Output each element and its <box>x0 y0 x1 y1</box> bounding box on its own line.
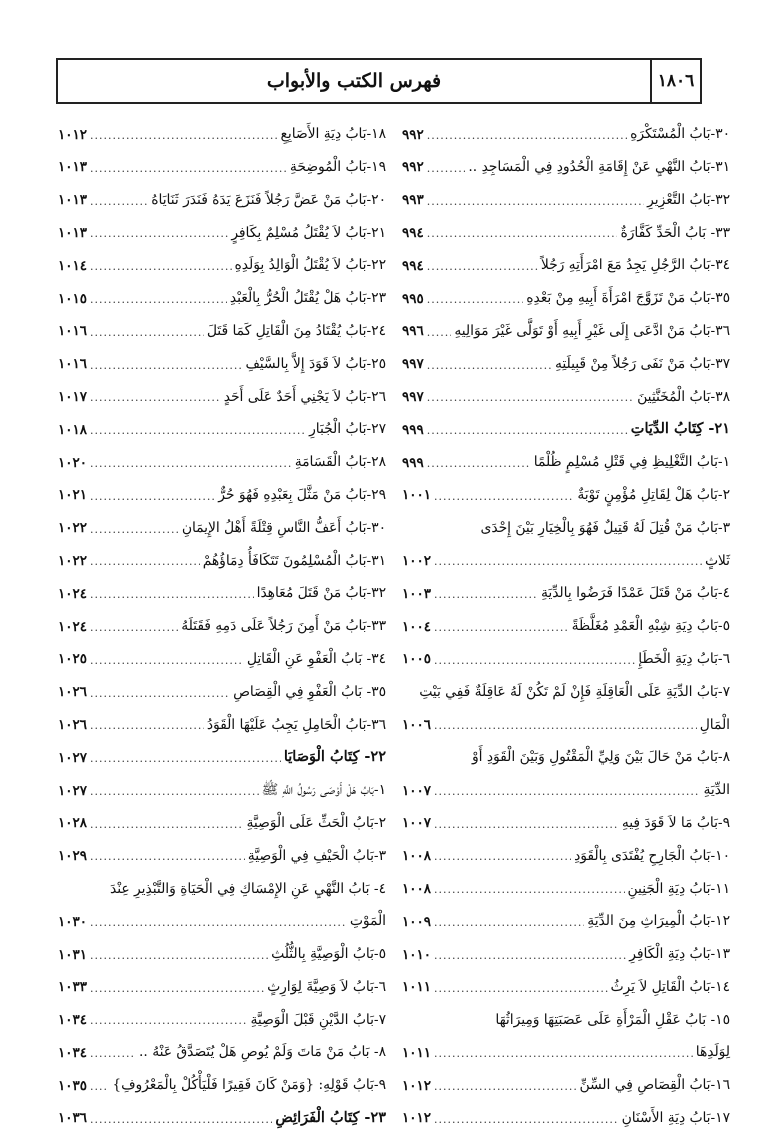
dot-leader <box>434 1113 619 1128</box>
dot-leader <box>90 982 264 997</box>
entry-page-number: ١٠١١ <box>402 979 432 996</box>
entry-page-number: ٩٩٧ <box>402 356 424 373</box>
index-entry <box>402 212 730 245</box>
index-entry <box>58 770 386 803</box>
entry-title: ٢٧-بَابُ الْجُبَارِ <box>309 421 386 438</box>
dot-leader <box>90 359 242 374</box>
dot-leader <box>90 424 306 439</box>
index-entry <box>58 737 386 770</box>
index-entry <box>58 278 386 311</box>
entry-title: ٩-بَابُ مَا لاَ قَوَدَ فِيهِ <box>621 814 730 831</box>
dot-leader <box>90 818 243 833</box>
dot-leader <box>90 162 287 177</box>
entry-title: ٣٥-بَابُ مَنْ تَزَوَّجَ امْرَأَةَ أَبِيهِ مِنْ بَعْدِهِ <box>526 290 730 307</box>
dot-leader <box>90 785 259 800</box>
index-entry <box>58 672 386 705</box>
index-entry <box>58 868 386 901</box>
entry-page-number: ١٠١٠ <box>402 946 432 963</box>
entry-title: ٣١-بَابُ النَّهْيِ عَنْ إِقَامَةِ الْحُدُودِ فِي الْمَسَاجِدِ .. <box>468 158 730 175</box>
entry-title: ١٦-بَابُ الْقِصَاصِ فِي السِّنِّ <box>579 1077 730 1094</box>
dot-leader <box>90 1047 136 1062</box>
entry-title: ١-بَابُ هَلْ أَوْصَى رَسُولُ اللَّهِ ﷺ <box>261 782 386 799</box>
dot-leader <box>90 260 232 275</box>
entry-title: ٧-بَابُ الدِّيَةِ عَلَى الْعَاقِلَةِ فَإِنْ لَمْ تَكُنْ لَهُ عَاقِلَةٌ فَفِي بَيْتِ <box>419 683 730 700</box>
entry-page-number: ١٠٠٩ <box>402 913 432 930</box>
dot-leader <box>90 227 228 242</box>
dot-leader <box>427 326 452 341</box>
entry-title: ٧-بَابُ الدَّيْنِ قَبْلَ الْوَصِيَّةِ <box>250 1011 386 1028</box>
entry-page-number: ١٠١٦ <box>58 356 88 373</box>
index-entry <box>402 180 730 213</box>
entry-title: ٢٣- كِتَابُ الْفَرَائِضِ <box>275 1109 386 1127</box>
entry-title: ٣-بَابُ الْحَيْفِ فِي الْوَصِيَّةِ <box>247 847 386 864</box>
index-entry <box>402 1065 730 1098</box>
entry-page-number: ١٠٢٢ <box>58 520 88 537</box>
index-entry <box>402 1098 730 1131</box>
entry-page-number: ١٠٢٧ <box>58 782 88 799</box>
entry-page-number: ٩٩٦ <box>402 323 424 340</box>
entry-title: ٢٤-بَابُ يُقْتَادُ مِنَ الْقَاتِلِ كَمَا قَتَلَ <box>206 322 386 339</box>
index-entry <box>58 376 386 409</box>
index-entry <box>58 180 386 213</box>
entry-title: ٣٨-بَابُ الْمُخَنَّثِينَ <box>637 388 730 405</box>
entry-title: ٦-بَابُ دِيَةِ الْخَطَإِ <box>638 650 730 667</box>
entry-page-number: ١٠٣٣ <box>58 979 88 996</box>
index-entry <box>402 573 730 606</box>
dot-leader <box>434 949 626 964</box>
entry-page-number: ١٠٣٦ <box>58 1110 88 1127</box>
entry-page-number: ٩٩٢ <box>402 126 424 143</box>
entry-title: ٣٧-بَابُ مَنْ نَفَى رَجُلاً مِنْ قَبِيلَتِهِ <box>554 355 730 372</box>
index-entry <box>58 967 386 1000</box>
index-entry <box>402 409 730 442</box>
entry-page-number: ١٠٢٧ <box>58 749 88 766</box>
index-entry <box>402 1000 730 1033</box>
index-entry <box>402 147 730 180</box>
entry-title: ٩-بَابُ قَوْلِهِ: {وَمَنْ كَانَ فَقِيرًا فَلْيَأْكُلْ بِالْمَعْرُوفِ} <box>112 1077 386 1094</box>
dot-leader <box>427 162 466 177</box>
entry-page-number: ١٠١٤ <box>58 257 88 274</box>
entry-page-number: ٩٩٥ <box>402 290 424 307</box>
dot-leader <box>90 949 268 964</box>
entry-page-number: ٩٩٩ <box>402 421 424 438</box>
index-entry <box>58 1098 386 1131</box>
index-entry <box>402 770 730 803</box>
dot-leader <box>90 490 215 505</box>
index-entry <box>58 704 386 737</box>
dot-leader <box>90 293 227 308</box>
entry-page-number: ١٠٠٤ <box>402 618 432 635</box>
entry-page-number: ١٠٣٤ <box>58 1012 88 1029</box>
dot-leader <box>90 391 221 406</box>
index-entry <box>402 639 730 672</box>
dot-leader <box>434 982 607 997</box>
entry-title: ٣٢-بَابُ مَنْ قَتَلَ مُعَاهِدًا <box>256 585 386 602</box>
dot-leader <box>427 457 531 472</box>
entry-title: ٢٠-بَابُ مَنْ عَضَّ رَجُلاً فَنَزَعَ يَدَهُ فَنَدَرَ ثَنَايَاهُ <box>151 191 386 208</box>
index-entry <box>58 1000 386 1033</box>
entry-page-number: ١٠٠٥ <box>402 651 432 668</box>
entry-page-number: ١٠٠٧ <box>402 815 432 832</box>
entry-page-number: ١٠٢٠ <box>58 454 88 471</box>
dot-leader <box>90 916 347 931</box>
page-title: فهرس الكتب والأبواب <box>266 70 442 92</box>
entry-title: ٣٤-بَابُ الرَّجُلِ يَجِدُ مَعَ امْرَأَتِهِ رَجُلاً <box>540 257 730 274</box>
entry-title: لِوَلَدِهَا <box>695 1044 730 1061</box>
dot-leader <box>90 752 281 767</box>
dot-leader <box>90 457 292 472</box>
dot-leader <box>427 260 538 275</box>
entry-title: ١٩-بَابُ الْمُوضِحَةِ <box>289 158 386 175</box>
entry-page-number: ٩٩٧ <box>402 388 424 405</box>
entry-title: ٥-بَابُ الْوَصِيَّةِ بِالثُّلُثِ <box>271 946 386 963</box>
entry-title: ٣٠-بَابُ أَعَفُّ النَّاسِ قِتْلَةً أَهْلُ الإِيمَانِ <box>181 519 386 536</box>
entry-page-number: ١٠٢٩ <box>58 848 88 865</box>
dot-leader <box>90 621 178 636</box>
dot-leader <box>434 654 635 669</box>
entry-title: ٨- بَابُ مَنْ مَاتَ وَلَمْ يُوصِ هَلْ يُتَصَدَّقُ عَنْهُ .. <box>139 1044 386 1061</box>
dot-leader <box>434 916 584 931</box>
entry-title: ٣١-بَابُ الْمُسْلِمُونَ تَتَكَافَأُ دِمَاؤُهُمْ <box>202 552 386 569</box>
index-entry <box>58 606 386 639</box>
entry-title: ١٥- بَابُ عَقْلِ الْمَرْأَةِ عَلَى عَصَبَتِهَا وَمِيرَاثُهَا <box>495 1011 730 1028</box>
entry-page-number: ١٠٣٠ <box>58 913 88 930</box>
entry-page-number: ١٠٢٨ <box>58 815 88 832</box>
dot-leader <box>427 359 552 374</box>
entry-title: ١١-بَابُ دِيَةِ الْجَنِينِ <box>627 880 730 897</box>
index-entry <box>58 573 386 606</box>
entry-page-number: ١٠١٣ <box>58 159 88 176</box>
index-entry <box>58 836 386 869</box>
entry-page-number: ١٠١٢ <box>58 126 88 143</box>
page-number: ١٨٠٦ <box>650 60 700 102</box>
index-entry <box>402 475 730 508</box>
entry-page-number: ١٠٠٨ <box>402 880 432 897</box>
entry-title: ٣٣-بَابُ مَنْ أَمِنَ رَجُلاً عَلَى دَمِهِ فَقَتَلَهُ <box>181 618 386 635</box>
entry-page-number: ١٠٢٤ <box>58 618 88 635</box>
entry-page-number: ١٠١٦ <box>58 323 88 340</box>
index-entry <box>58 475 386 508</box>
dot-leader <box>434 850 571 865</box>
entry-page-number: ٩٩٤ <box>402 257 424 274</box>
index-entry <box>402 344 730 377</box>
dot-leader <box>90 195 148 210</box>
index-entry <box>58 409 386 442</box>
entry-page-number: ١٠٢٤ <box>58 585 88 602</box>
dot-leader <box>427 424 628 439</box>
left-column <box>58 114 386 1131</box>
dot-leader <box>90 1080 109 1095</box>
index-entry <box>58 114 386 147</box>
entry-title: ٢٢- كِتَابُ الْوَصَايَا <box>283 748 386 766</box>
dot-leader <box>434 818 619 833</box>
right-column <box>402 114 730 1131</box>
index-entry <box>402 836 730 869</box>
index-entry <box>402 508 730 541</box>
dot-leader <box>434 1047 693 1062</box>
index-entry <box>402 278 730 311</box>
entry-title: ٢٢-بَابُ لاَ يُقْتَلُ الْوَالِدُ بِوَلَدِهِ <box>234 257 386 274</box>
entry-title: ٣٢-بَابُ التَّعْزِيرِ <box>647 191 730 208</box>
index-entry <box>402 803 730 836</box>
index-entry <box>58 803 386 836</box>
index-entry <box>58 639 386 672</box>
index-entry <box>402 967 730 1000</box>
index-entry <box>402 1032 730 1065</box>
entry-page-number: ١٠١٣ <box>58 192 88 209</box>
index-entry <box>58 442 386 475</box>
dot-leader <box>434 588 538 603</box>
dot-leader <box>90 555 200 570</box>
entry-page-number: ١٠١٣ <box>58 224 88 241</box>
entry-title: الدِّيَةِ <box>703 782 730 799</box>
index-entry <box>402 672 730 705</box>
entry-page-number: ١٠٣٥ <box>58 1077 88 1094</box>
entry-page-number: ١٠٢١ <box>58 487 88 504</box>
entry-page-number: ١٠٠٣ <box>402 585 432 602</box>
dot-leader <box>90 1014 247 1029</box>
dot-leader <box>427 227 618 242</box>
entry-title: ٨-بَابُ مَنْ حَالَ بَيْنَ وَلِيِّ الْمَقْتُولِ وَبَيْنَ الْقَوَدِ أَوْ <box>472 749 730 766</box>
entry-page-number: ٩٩٣ <box>402 192 424 209</box>
entry-title: ١٣-بَابُ دِيَةِ الْكَافِرِ <box>629 946 730 963</box>
entry-page-number: ١٠٣١ <box>58 946 88 963</box>
dot-leader <box>90 1113 272 1128</box>
entry-title: ٢٨-بَابُ الْقَسَامَةِ <box>294 454 386 471</box>
dot-leader <box>434 555 702 570</box>
entry-title: ١٠-بَابُ الْجَارِحِ يُفْتَدَى بِالْقَوَدِ <box>574 847 730 864</box>
dot-leader <box>90 523 179 538</box>
entry-title: ٣٦-بَابُ مَنْ ادَّعَى إِلَى غَيْرِ أَبِيهِ أَوْ تَوَلَّى غَيْرَ مَوَالِيهِ <box>454 322 730 339</box>
index-entry <box>58 508 386 541</box>
entry-title: ٢٣-بَابُ هَلْ يُقْتَلُ الْحُرُّ بِالْعَبْدِ <box>229 290 386 307</box>
entry-title: ٣٥- بَابُ الْعَفْوِ فِي الْقِصَاصِ <box>233 683 386 700</box>
entry-page-number: ١٠٢٢ <box>58 552 88 569</box>
index-entry <box>402 442 730 475</box>
entry-page-number: ٩٩٩ <box>402 454 424 471</box>
index-entry <box>402 704 730 737</box>
entry-page-number: ١٠٠٧ <box>402 782 432 799</box>
entry-page-number: ١٠٢٦ <box>58 684 88 701</box>
entry-page-number: ١٠١٨ <box>58 421 88 438</box>
index-entry <box>402 737 730 770</box>
index-entry <box>58 212 386 245</box>
entry-title: ١٢-بَابُ الْمِيرَاثِ مِنَ الدِّيَةِ <box>587 913 730 930</box>
index-entry <box>58 901 386 934</box>
index-entry <box>58 1032 386 1065</box>
dot-leader <box>434 785 700 800</box>
entry-title: ٣٤- بَابُ الْعَفْوِ عَنِ الْقَاتِلِ <box>246 650 386 667</box>
dot-leader <box>427 195 644 210</box>
dot-leader <box>90 588 254 603</box>
dot-leader <box>90 654 244 669</box>
index-entry <box>402 868 730 901</box>
page-header <box>56 58 702 104</box>
index-entry <box>58 311 386 344</box>
entry-page-number: ١٠٣٤ <box>58 1044 88 1061</box>
index-entry <box>402 376 730 409</box>
index-entry <box>58 540 386 573</box>
index-entry <box>58 147 386 180</box>
entry-title: ٢-بَابُ هَلْ لِقَاتِلِ مُؤْمِنٍ تَوْبَةٌ <box>577 486 730 503</box>
entry-title: ٢٩-بَابُ مَنْ مَثَّلَ بِعَبْدِهِ فَهُوَ حُرٌّ <box>218 486 386 503</box>
index-entry <box>58 344 386 377</box>
entry-page-number: ١٠١٢ <box>402 1077 432 1094</box>
entry-title: ١٤-بَابُ الْقَاتِلِ لاَ يَرِثُ <box>610 978 730 995</box>
dot-leader <box>434 719 697 734</box>
entry-title: ٣-بَابُ مَنْ قُتِلَ لَهُ قَتِيلٌ فَهُوَ بِالْخِيَارِ بَيْنَ إِحْدَى <box>480 519 730 536</box>
entry-page-number: ٩٩٤ <box>402 224 424 241</box>
index-entry <box>402 114 730 147</box>
entry-title: ٤-بَابُ مَنْ قَتَلَ عَمْدًا فَرَضُوا بِالدِّيَةِ <box>540 585 730 602</box>
entry-page-number: ٩٩٢ <box>402 159 424 176</box>
entry-title: ٣٣- بَابُ الْحَدِّ كَفَّارَةٌ <box>620 224 730 241</box>
entry-title: ١٨-بَابُ دِيَةِ الأَصَابِعِ <box>280 126 386 143</box>
entry-page-number: ١٠٢٥ <box>58 651 88 668</box>
dot-leader <box>434 883 625 898</box>
dot-leader <box>427 391 634 406</box>
dot-leader <box>90 850 245 865</box>
index-entry <box>402 540 730 573</box>
entry-title: ١٧-بَابُ دِيَةِ الأَسْنَانِ <box>621 1110 730 1127</box>
index-entry <box>58 245 386 278</box>
entry-title: ٣٦-بَابُ الْحَامِلِ يَجِبُ عَلَيْهَا الْقَوَدُ <box>206 716 386 733</box>
entry-title: الْمَوْتِ <box>349 913 386 930</box>
entry-page-number: ١٠٠١ <box>402 487 432 504</box>
dot-leader <box>434 1080 576 1095</box>
index-entry <box>402 934 730 967</box>
entry-title: ٢٦-بَابُ لاَ يَجْنِي أَحَدٌ عَلَى أَحَدٍ <box>223 388 386 405</box>
entry-page-number: ١٠٢٦ <box>58 716 88 733</box>
dot-leader <box>434 621 569 636</box>
entry-page-number: ١٠١٧ <box>58 388 88 405</box>
entry-title: الْمَالِ <box>699 716 730 733</box>
dot-leader <box>427 129 627 144</box>
dot-leader <box>427 293 523 308</box>
entry-title: ١-بَابُ التَّغْلِيظِ فِي قَتْلِ مُسْلِمٍ ظُلْمًا <box>533 454 730 471</box>
dot-leader <box>90 326 204 341</box>
entry-title: ٢١- كِتَابُ الدِّيَاتِ <box>630 420 730 438</box>
index-entry <box>402 901 730 934</box>
entry-page-number: ١٠١١ <box>402 1044 432 1061</box>
index-entry <box>58 934 386 967</box>
entry-page-number: ١٠١٥ <box>58 290 88 307</box>
index-entry <box>58 1065 386 1098</box>
entry-title: ٢٥-بَابُ لاَ قَوَدَ إِلاَّ بِالسَّيْفِ <box>245 355 386 372</box>
entry-page-number: ١٠٠٨ <box>402 848 432 865</box>
entry-page-number: ١٠٠٢ <box>402 552 432 569</box>
dot-leader <box>90 687 230 702</box>
entry-title: ٦-بَابُ لاَ وَصِيَّةَ لِوَارِثٍ <box>267 978 386 995</box>
entry-title: ٢١-بَابُ لاَ يُقْتَلُ مُسْلِمٌ بِكَافِرٍ <box>231 224 386 241</box>
entry-page-number: ١٠٠٦ <box>402 716 432 733</box>
index-entry <box>402 606 730 639</box>
index-entry <box>402 311 730 344</box>
dot-leader <box>90 719 204 734</box>
entry-title: ثَلاثٍ <box>704 552 730 569</box>
entry-title: ٢-بَابُ الْحَثِّ عَلَى الْوَصِيَّةِ <box>246 814 386 831</box>
index-entry <box>402 245 730 278</box>
entry-title: ٤- بَابُ النَّهْيِ عَنِ الإِمْسَاكِ فِي الْحَيَاةِ وَالتَّبْذِيرِ عِنْدَ <box>110 880 386 897</box>
dot-leader <box>90 129 278 144</box>
entry-title: ٥-بَابُ دِيَةِ شِبْهِ الْعَمْدِ مُغَلَّظَةً <box>571 618 730 635</box>
dot-leader <box>434 490 574 505</box>
entry-page-number: ١٠١٢ <box>402 1110 432 1127</box>
entry-title: ٣٠-بَابُ الْمُسْتَكْرَهِ <box>630 126 730 143</box>
